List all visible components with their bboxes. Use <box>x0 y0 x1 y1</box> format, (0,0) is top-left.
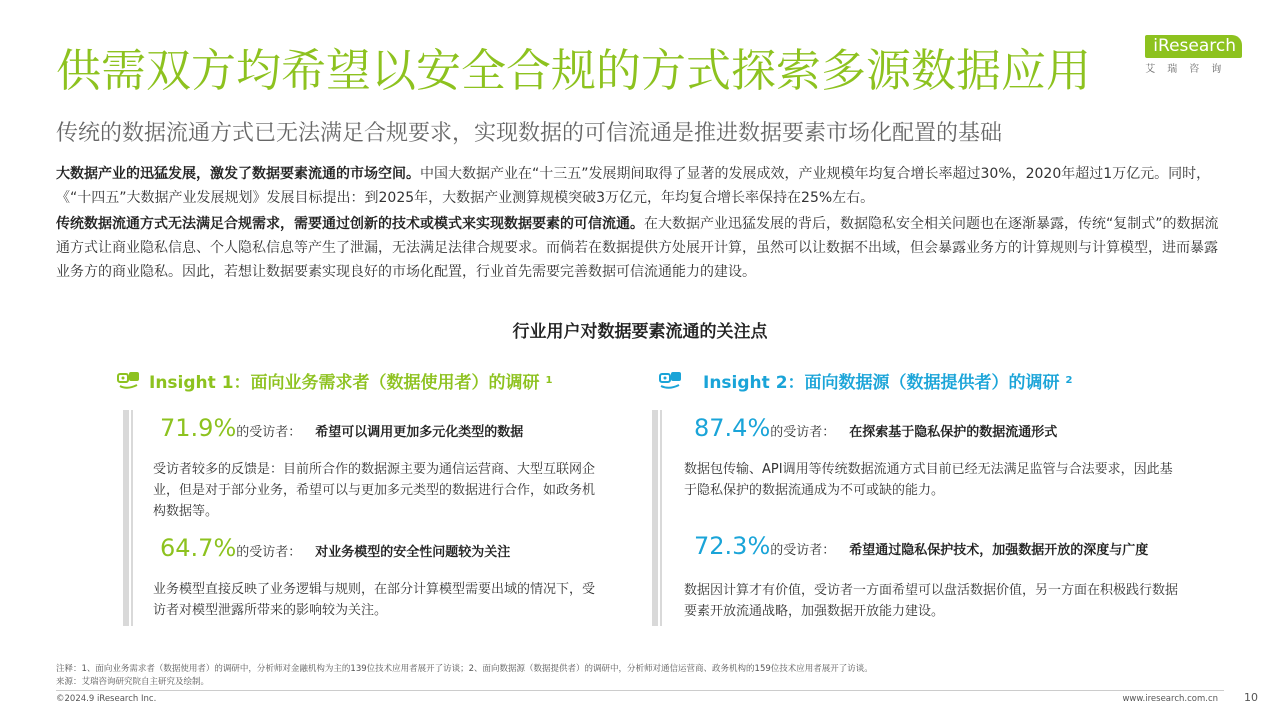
paragraph-1-text: 中国大数据产业在“十三五”发展期间取得了显著的发展成效，产业规模年均复合增长率超过30%，2020年超过1万亿元。同时，《“十四五”大数据产业发展规划》发展目标提出：到2025年，大数据产业测算规模突破3万亿元，年均复合增长率保持在25%左右。 <box>56 166 1211 206</box>
insight-1-stat-2 <box>160 534 510 562</box>
insight-1-side-bar <box>123 410 129 626</box>
insight-2-desc-1: 数据包传输、API调用等传统数据流通方式目前已经无法满足监管与合法要求，因此基于隐私保护的数据流通成为不可或缺的能力。 <box>684 462 1173 498</box>
stat-percentage: 87.4% <box>694 414 771 442</box>
stat-highlight: 对业务模型的安全性问题较为关注 <box>315 545 511 560</box>
chat-insight-icon <box>657 371 687 391</box>
page-title: 供需双方均希望以安全合规的方式探索多源数据应用 <box>56 44 1092 97</box>
insight-2-footnote-marker: 2 <box>1065 375 1073 386</box>
page-subtitle: 传统的数据流通方式已无法满足合规要求，实现数据的可信流通是推进数据要素市场化配置的基础 <box>56 121 1003 146</box>
insight-1-stat-1 <box>160 414 523 442</box>
stat-percentage: 71.9% <box>160 414 237 442</box>
logo-text: iResearch <box>1145 35 1242 58</box>
iresearch-logo <box>1145 36 1242 75</box>
paragraph-2-lead: 传统数据流通方式无法满足合规需求，需要通过创新的技术或模式来实现数据要素的可信流通。 <box>56 216 644 232</box>
insight-1-heading <box>117 368 553 393</box>
stat-highlight: 在探索基于隐私保护的数据流通形式 <box>849 425 1058 440</box>
footer-divider <box>56 690 1224 691</box>
stat-respondents-label: 的受访者： <box>770 425 836 440</box>
logo-subtext: 艾瑞咨询 <box>1145 64 1234 75</box>
website-link[interactable]: www.iresearch.com.cn <box>1122 694 1218 704</box>
page-number: 10 <box>1244 691 1258 704</box>
insight-1-title: Insight 1：面向业务需求者（数据使用者）的调研 <box>149 373 540 393</box>
insight-1-desc-1: 受访者较多的反馈是：目前所合作的数据源主要为通信运营商、大型互联网企业，但是对于部分业务，希望可以与更加多元类型的数据进行合作，如政务机构数据等。 <box>153 462 596 519</box>
insight-2-desc-2: 数据因计算才有价值，受访者一方面希望可以盘活数据价值，另一方面在积极践行数据要素开放流通战略，加强数据开放能力建设。 <box>684 583 1179 619</box>
insight-2-stat-2 <box>694 532 1148 560</box>
insight-2-stat-1 <box>694 414 1057 442</box>
source-note: 来源：艾瑞咨询研究院自主研究及绘制。 <box>56 677 210 687</box>
section-title: 行业用户对数据要素流通的关注点 <box>512 322 768 342</box>
paragraph-2-text: 在大数据产业迅猛发展的背后，数据隐私安全相关问题也在逐渐暴露，传统“复制式”的数据流通方式让商业隐私信息、个人隐私信息等产生了泄漏，无法满足法律合规要求。而倘若在数据提供方处展开计算，虽然可以让数据不出域，但会暴露业务方的计算规则与计算模型，进而暴露业务方的商业隐私。因此，若想让数据要素实现良好的市场化配置，行业首先需要完善数据可信流通能力的建设。 <box>56 216 1219 280</box>
insight-2-heading <box>657 368 1073 393</box>
insight-2-side-bar <box>652 410 658 626</box>
stat-respondents-label: 的受访者： <box>236 425 302 440</box>
stat-percentage: 72.3% <box>694 532 771 560</box>
stat-percentage: 64.7% <box>160 534 237 562</box>
stat-respondents-label: 的受访者： <box>236 545 302 560</box>
paragraph-1 <box>56 162 1221 210</box>
stat-highlight: 希望可以调用更加多元化类型的数据 <box>315 425 524 440</box>
paragraph-1-lead: 大数据产业的迅猛发展，激发了数据要素流通的市场空间。 <box>56 166 420 182</box>
footnote: 注释：1、面向业务需求者（数据使用者）的调研中，分析师对金融机构为主的139位技术应用者展开了访谈；2、面向数据源（数据提供者）的调研中，分析师对通信运营商、政务机构的159位技术应用者展开了访谈。 <box>56 664 873 674</box>
chat-insight-icon <box>117 371 143 391</box>
insight-1-desc-2: 业务模型直接反映了业务逻辑与规则，在部分计算模型需要出域的情况下，受访者对模型泄露所带来的影响较为关注。 <box>153 582 596 618</box>
insight-1-footnote-marker: 1 <box>545 375 553 386</box>
insight-2-title: Insight 2：面向数据源（数据提供者）的调研 <box>703 373 1060 393</box>
stat-highlight: 希望通过隐私保护技术，加强数据开放的深度与广度 <box>849 543 1149 558</box>
paragraph-2 <box>56 212 1221 284</box>
copyright: ©2024.9 iResearch Inc. <box>56 694 157 704</box>
stat-respondents-label: 的受访者： <box>770 543 836 558</box>
